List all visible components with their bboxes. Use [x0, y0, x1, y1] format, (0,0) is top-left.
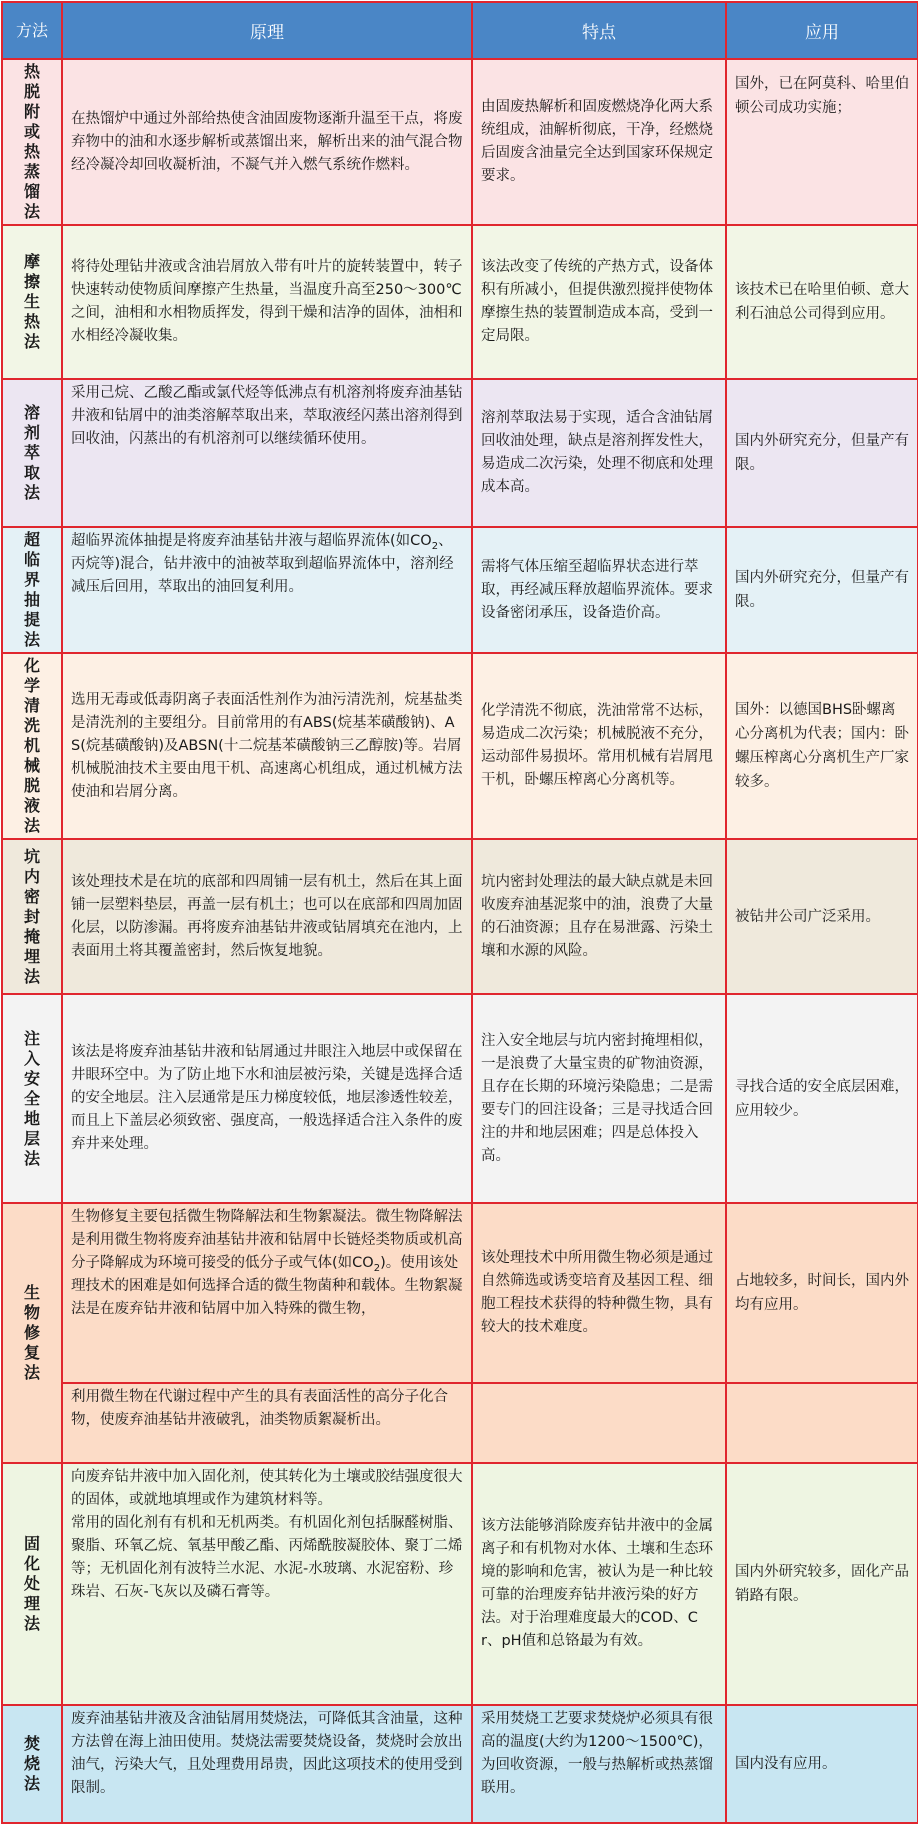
- header-method: 方法: [2, 2, 62, 59]
- methods-table: [1, 1, 918, 1824]
- method-cell: 溶剂萃取法: [2, 379, 62, 527]
- features-cell: 注入安全地层与坑内密封掩埋相似，一是浪费了大量宝贵的矿物油资源，且存在长期的环境污染隐患；二是需要专门的回注设备；三是寻找适合回注的井和地层困难；四是总体投入高。: [472, 994, 726, 1203]
- features-cell: 化学清洗不彻底，洗油常常不达标，易造成二次污染；机械脱液不充分，运动部件易损坏。常用机械有岩屑甩干机，卧螺压榨离心分离机等。: [472, 653, 726, 839]
- principle-text: 、丙烷等)混合，钻井液中的油被萃取到超临界流体中，溶剂经减压后回用，萃取出的油回复利用。: [71, 533, 454, 595]
- principle-text: 向废弃钻井液中加入固化剂，使其转化为土壤或胶结强度很大的固体，或就地填埋或作为建筑材料等。: [71, 1469, 463, 1508]
- table-row: [2, 1705, 918, 1823]
- application-cell: 国内外研究较多，固化产品销路有限。: [726, 1463, 918, 1705]
- principle-cell: [62, 1463, 472, 1705]
- application-cell: 国内没有应用。: [726, 1705, 918, 1823]
- table-row: [2, 994, 918, 1203]
- features-cell: 该处理技术中所用微生物必须是通过自然筛选或诱变培育及基因工程、细胞工程技术获得的特种微生物，具有较大的技术难度。: [472, 1203, 726, 1383]
- features-cell: 由固废热解析和固废燃烧净化两大系统组成，油解析彻底，干净，经燃烧后固废含油量完全达到国家环保规定要求。: [472, 59, 726, 225]
- table-row: [2, 59, 918, 225]
- principle-subscript: 2: [373, 1262, 381, 1274]
- features-cell: 该法改变了传统的产热方式，设备体积有所减小，但提供激烈搅拌使物体摩擦生热的装置制造成本高，受到一定局限。: [472, 225, 726, 379]
- table-row: [2, 527, 918, 653]
- method-cell: 生物修复法: [2, 1203, 62, 1463]
- table-row: [2, 839, 918, 994]
- principle-cell: 该处理技术是在坑的底部和四周铺一层有机土，然后在其上面铺一层塑料垫层，再盖一层有机土；也可以在底部和四周加固化层，以防渗漏。再将废弃油基钻井液或钻屑填充在池内，上表面用土将其覆盖密封，然后恢复地貌。: [62, 839, 472, 994]
- application-cell: 占地较多，时间长，国内外均有应用。: [726, 1203, 918, 1383]
- table-row: [2, 1383, 918, 1463]
- principle-text: 超临界流体抽提是将废弃油基钻井液与超临界流体(如CO: [71, 533, 432, 549]
- method-cell: 固化处理法: [2, 1463, 62, 1705]
- principle-subscript: 2: [431, 540, 439, 552]
- principle-cell: 废弃油基钻井液及含油钻屑用焚烧法，可降低其含油量，这种方法曾在海上油田使用。焚烧法需要焚烧设备，焚烧时会放出油气，污染大气，且处理费用昂贵，因此这项技术的使用受到限制。: [62, 1705, 472, 1823]
- principle-cell: 在热馏炉中通过外部给热使含油固废物逐渐升温至干点，将废弃物中的油和水逐步解析或蒸馏出来，解析出来的油气混合物经冷凝冷却回收凝析油，不凝气并入燃气系统作燃料。: [62, 59, 472, 225]
- table-row: [2, 1463, 918, 1705]
- principle-cell: 采用己烷、乙酸乙酯或氯代烃等低沸点有机溶剂将废弃油基钻井液和钻屑中的油类溶解萃取出来，萃取液经闪蒸出溶剂得到回收油，闪蒸出的有机溶剂可以继续循环使用。: [62, 379, 472, 527]
- principle-text: 常用的固化剂有有机和无机两类。有机固化剂包括脲醛树脂、聚脂、环氧乙烷、氧基甲酸乙酯、丙烯酰胺凝胶体、聚丁二烯等；无机固化剂有波特兰水泥、水泥-水玻璃、水泥窑粉、珍珠岩、石灰-飞灰以及磷石膏等。: [71, 1515, 463, 1600]
- empty-cell: [726, 1383, 918, 1463]
- application-cell: 国外：以德国BHS卧螺离心分离机为代表；国内：卧螺压榨离心分离机生产厂家较多。: [726, 653, 918, 839]
- principle-cell: [62, 527, 472, 653]
- table-row: [2, 225, 918, 379]
- method-cell: 摩擦生热法: [2, 225, 62, 379]
- table-row: [2, 1203, 918, 1383]
- header-principle: 原理: [62, 2, 472, 59]
- table-header-row: [2, 2, 918, 59]
- principle-cell: [62, 1203, 472, 1383]
- application-cell: 寻找合适的安全底层困难，应用较少。: [726, 994, 918, 1203]
- principle-cell: 利用微生物在代谢过程中产生的具有表面活性的高分子化合物，使废弃油基钻井液破乳，油类物质絮凝析出。: [62, 1383, 472, 1463]
- table-row: [2, 379, 918, 527]
- header-application: 应用: [726, 2, 918, 59]
- method-cell: 坑内密封掩埋法: [2, 839, 62, 994]
- features-cell: 需将气体压缩至超临界状态进行萃取，再经减压释放超临界流体。要求设备密闭承压，设备造价高。: [472, 527, 726, 653]
- application-cell: 国内外研究充分，但量产有限。: [726, 527, 918, 653]
- method-cell: 超临界抽提法: [2, 527, 62, 653]
- table-row: [2, 653, 918, 839]
- method-cell: 注入安全地层法: [2, 994, 62, 1203]
- method-cell: 焚烧法: [2, 1705, 62, 1823]
- application-cell: 该技术已在哈里伯顿、意大利石油总公司得到应用。: [726, 225, 918, 379]
- empty-cell: [472, 1383, 726, 1463]
- method-cell: 化学清洗机械脱液法: [2, 653, 62, 839]
- principle-cell: 选用无毒或低毒阴离子表面活性剂作为油污清洗剂，烷基盐类是清洗剂的主要组分。目前常用的有ABS(烷基苯磺酸钠)、AS(烷基磺酸钠)及ABSN(十二烷基苯磺酸钠三乙醇胺)等。岩屑机械脱油技术主要由甩干机、高速离心机组成，通过机械方法使油和岩屑分离。: [62, 653, 472, 839]
- principle-text: 生物修复主要包括微生物降解法和生物絮凝法。微生物降解法是利用微生物将废弃油基钻井液和钻屑中长链烃类物质或机高分子降解成为环境可接受的低分子或气体(如CO: [71, 1209, 463, 1271]
- application-cell: 被钻井公司广泛采用。: [726, 839, 918, 994]
- application-cell: 国外，已在阿莫科、哈里伯顿公司成功实施；: [726, 59, 918, 225]
- principle-cell: 将待处理钻井液或含油岩屑放入带有叶片的旋转装置中，转子快速转动使物质间摩擦产生热量，当温度升高至250～300℃之间，油相和水相物质挥发，得到干燥和洁净的固体，油相和水相经冷凝收集。: [62, 225, 472, 379]
- features-cell: 溶剂萃取法易于实现，适合含油钻屑回收油处理，缺点是溶剂挥发性大，易造成二次污染，处理不彻底和处理成本高。: [472, 379, 726, 527]
- header-features: 特点: [472, 2, 726, 59]
- principle-cell: 该法是将废弃油基钻井液和钻屑通过井眼注入地层中或保留在井眼环空中。为了防止地下水和油层被污染，关键是选择合适的安全地层。注入层通常是压力梯度较低，地层渗透性较差，而且上下盖层必须致密、强度高，一般选择适合注入条件的废弃井来处理。: [62, 994, 472, 1203]
- features-cell: 坑内密封处理法的最大缺点就是未回收废弃油基泥浆中的油，浪费了大量的石油资源；且存在易泄露、污染土壤和水源的风险。: [472, 839, 726, 994]
- application-cell: 国内外研究充分，但量产有限。: [726, 379, 918, 527]
- method-cell: 热脱附或热蒸馏法: [2, 59, 62, 225]
- features-cell: 该方法能够消除废弃钻井液中的金属离子和有机物对水体、土壤和生态环境的影响和危害，被认为是一种比较可靠的治理废弃钻井液污染的好方法。对于治理难度最大的COD、Cr、pH值和总铬最为有效。: [472, 1463, 726, 1705]
- principle-text: )。使用该处理技术的困难是如何选择合适的微生物菌种和载体。生物絮凝法是在废弃钻井液和钻屑中加入特殊的微生物，: [71, 1255, 463, 1317]
- features-cell: 采用焚烧工艺要求焚烧炉必须具有很高的温度(大约为1200～1500℃)，为回收资源，一般与热解析或热蒸馏联用。: [472, 1705, 726, 1823]
